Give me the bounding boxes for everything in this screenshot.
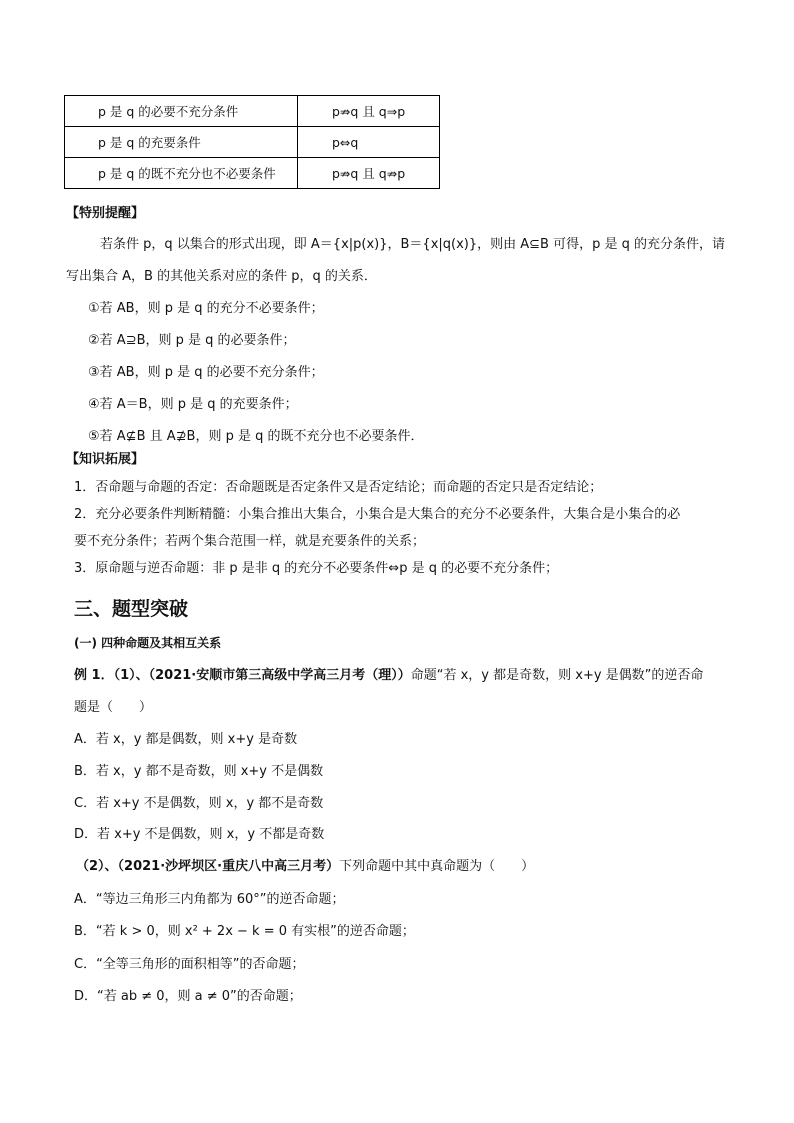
reminder-item: ②若 A⊇B，则 p 是 q 的必要条件； (88, 333, 296, 348)
option-a: A．若 x，y 都是偶数，则 x+y 是奇数 (74, 732, 298, 747)
reminder-item: ①若 AB，则 p 是 q 的充分不必要条件； (88, 301, 324, 316)
example-1-part-2-stem (76, 855, 534, 874)
table-cell-notation: p⇏q 且 q⇒p (298, 96, 440, 127)
example-1-part-1-stem-tail: 命题“若 x，y 都是奇数，则 x+y 是偶数”的逆否命 (410, 668, 704, 683)
knowledge-item: 1．否命题与命题的否定：否命题既是否定条件又是否定结论；而命题的否定只是否定结论； (74, 480, 603, 495)
example-1-part-2-stem-tail: 下列命题中其中真命题为（ ） (339, 859, 535, 874)
table-cell-condition: p 是 q 的既不充分也不必要条件 (65, 158, 298, 189)
knowledge-item-continued: 要不充分条件；若两个集合范围一样，就是充要条件的关系； (74, 534, 426, 549)
option-d: D．若 x+y 不是偶数，则 x，y 不都是奇数 (74, 827, 325, 842)
option-b: B．若 x，y 都不是奇数，则 x+y 不是偶数 (74, 764, 324, 779)
option-a: A．“等边三角形三内角都为 60°”的逆否命题； (74, 892, 345, 907)
reminder-item: ⑤若 A⊈B 且 A⊉B，则 p 是 q 的既不充分也不必要条件． (88, 429, 424, 444)
knowledge-item: 2．充分必要条件判断精髓：小集合推出大集合，小集合是大集合的充分不必要条件，大集合是小集合的必 (74, 507, 681, 522)
table-row (65, 127, 440, 158)
reminder-item: ③若 AB，则 p 是 q 的必要不充分条件； (88, 365, 324, 380)
example-1-part-1-stem-line2: 题是（ ） (74, 700, 153, 715)
table-row (65, 96, 440, 127)
example-1-part-2-label: （2）、（2021·沙坪坝区·重庆八中高三月考） (76, 859, 340, 874)
table-cell-notation: p⇔q (298, 127, 440, 158)
section-subtitle: (一) 四种命题及其相互关系 (74, 636, 222, 650)
option-c: C．“全等三角形的面积相等”的否命题； (74, 957, 305, 972)
table-cell-condition: p 是 q 的必要不充分条件 (65, 96, 298, 127)
reminder-heading: 【特别提醒】 (66, 206, 145, 221)
table-cell-condition: p 是 q 的充要条件 (65, 127, 298, 158)
example-1-part-1-label: 例 1．（1）、（2021·安顺市第三高级中学高三月考（理）） (74, 668, 411, 683)
condition-table (64, 95, 440, 189)
reminder-item: ④若 A＝B，则 p 是 q 的充要条件； (88, 397, 298, 412)
table-row (65, 158, 440, 189)
table-cell-notation: p⇏q 且 q⇏p (298, 158, 440, 189)
option-c: C．若 x+y 不是偶数，则 x，y 都不是奇数 (74, 796, 324, 811)
reminder-paragraph-line1: 若条件 p，q 以集合的形式出现，即 A＝{x|p(x)}，B＝{x|q(x)}，则由 A⊆B 可得，p 是 q 的充分条件，请 (100, 237, 725, 252)
section-title: 三、题型突破 (74, 598, 189, 620)
knowledge-item: 3．原命题与逆否命题：非 p 是非 q 的充分不必要条件⇔p 是 q 的必要不充分条件； (74, 561, 559, 576)
option-d: D．“若 ab ≠ 0，则 a ≠ 0”的否命题； (74, 989, 302, 1004)
knowledge-heading: 【知识拓展】 (66, 452, 145, 467)
example-1-part-1-stem (74, 664, 703, 683)
option-b: B．“若 k > 0，则 x² + 2x − k = 0 有实根”的逆否命题； (74, 924, 415, 939)
reminder-paragraph-line2: 写出集合 A，B 的其他关系对应的条件 p，q 的关系． (66, 269, 377, 284)
